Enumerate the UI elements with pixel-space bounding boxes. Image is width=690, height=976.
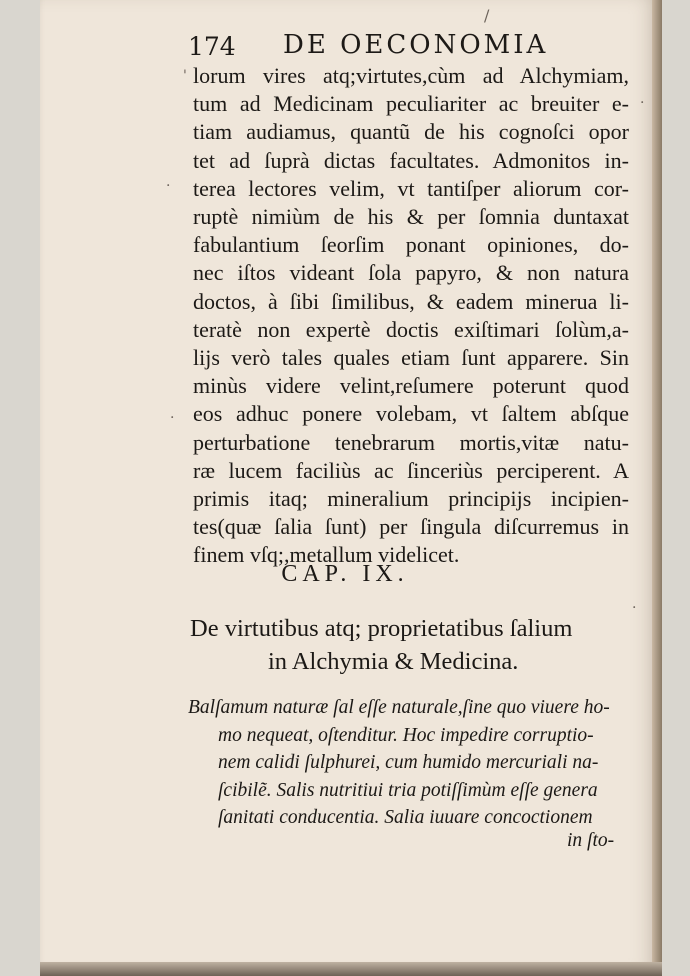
text-line: ruptè nimiùm de his & per ſomnia duntaxat <box>193 204 629 230</box>
summary-line: mo nequeat, oſtenditur. Hoc impedire corruptio- <box>218 724 594 746</box>
margin-mark: · <box>640 95 645 111</box>
chapter-title <box>190 612 630 678</box>
summary-line: ſanitati conducentia. Salia iuuare concoctionem <box>218 807 593 828</box>
chapter-heading: CAP. IX. <box>281 561 409 587</box>
text-line: eos adhuc ponere volebam, vt ſaltem abſque <box>193 401 629 427</box>
text-line: fabulantium ſeorſim ponant opiniones, do- <box>193 232 629 258</box>
page-header <box>188 30 608 66</box>
text-line: minùs videre velint,reſumere poterunt quod <box>193 373 629 399</box>
text-line: finem vſq;,metallum videlicet. <box>193 542 460 568</box>
summary-line: nem calidi ſulphurei, cum humido mercuriali na- <box>218 752 599 773</box>
margin-mark: / <box>484 6 490 25</box>
text-line: primis itaq; mineralium principijs incipien- <box>193 486 629 512</box>
chapter-summary <box>188 694 624 832</box>
text-line: lijs verò tales quales etiam ſunt apparere. Sin <box>193 345 629 371</box>
text-line: tes(quæ ſalia ſunt) per ſingula diſcurremus in <box>193 514 629 540</box>
page-bottom-edge <box>40 962 662 976</box>
margin-mark: ' <box>183 68 187 84</box>
text-line: tiam audiamus, quantũ de his cognoſci opor <box>193 119 629 145</box>
text-line: lorum vires atq;virtutes,cùm ad Alchymiam, <box>193 63 629 88</box>
page-number: 174 <box>188 32 236 61</box>
summary-line: Balſamum naturæ ſal eſſe naturale,ſine quo viuere ho- <box>188 697 610 718</box>
text-line: nec iſtos videant ſola papyro, & non natura <box>193 260 629 286</box>
margin-mark: · <box>166 178 171 194</box>
text-line: tum ad Medicinam peculiariter ac breuiter e- <box>193 91 629 117</box>
margin-mark: · <box>170 410 175 426</box>
summary-line: ſcibilẽ. Salis nutritiui tria potiſſimùm eſſe genera <box>218 779 598 801</box>
text-line: ræ lucem faciliùs ac ſinceriùs perciperent. A <box>193 457 629 483</box>
catchword: in ſto- <box>567 830 615 851</box>
margin-mark: · <box>632 600 637 616</box>
text-line: perturbatione tenebrarum mortis,vitæ natu- <box>193 429 629 455</box>
running-head: DE OECONOMIA <box>283 30 549 60</box>
body-paragraph <box>193 62 629 570</box>
text-line: tet ad ſuprà dictas facultates. Admonitos in- <box>193 147 629 173</box>
text-line: doctos, à ſibi ſimilibus, & eadem minerua li- <box>193 288 629 314</box>
text-line: terea lectores velim, vt tantiſper aliorum cor- <box>193 175 629 201</box>
chapter-title-line: De virtutibus atq; proprietatibus ſalium <box>190 615 573 642</box>
page-edge <box>652 0 662 972</box>
text-line: teratè non expertè doctis exiſtimari ſolùm,a- <box>193 316 629 342</box>
chapter-title-line: in Alchymia & Medicina. <box>268 648 519 675</box>
